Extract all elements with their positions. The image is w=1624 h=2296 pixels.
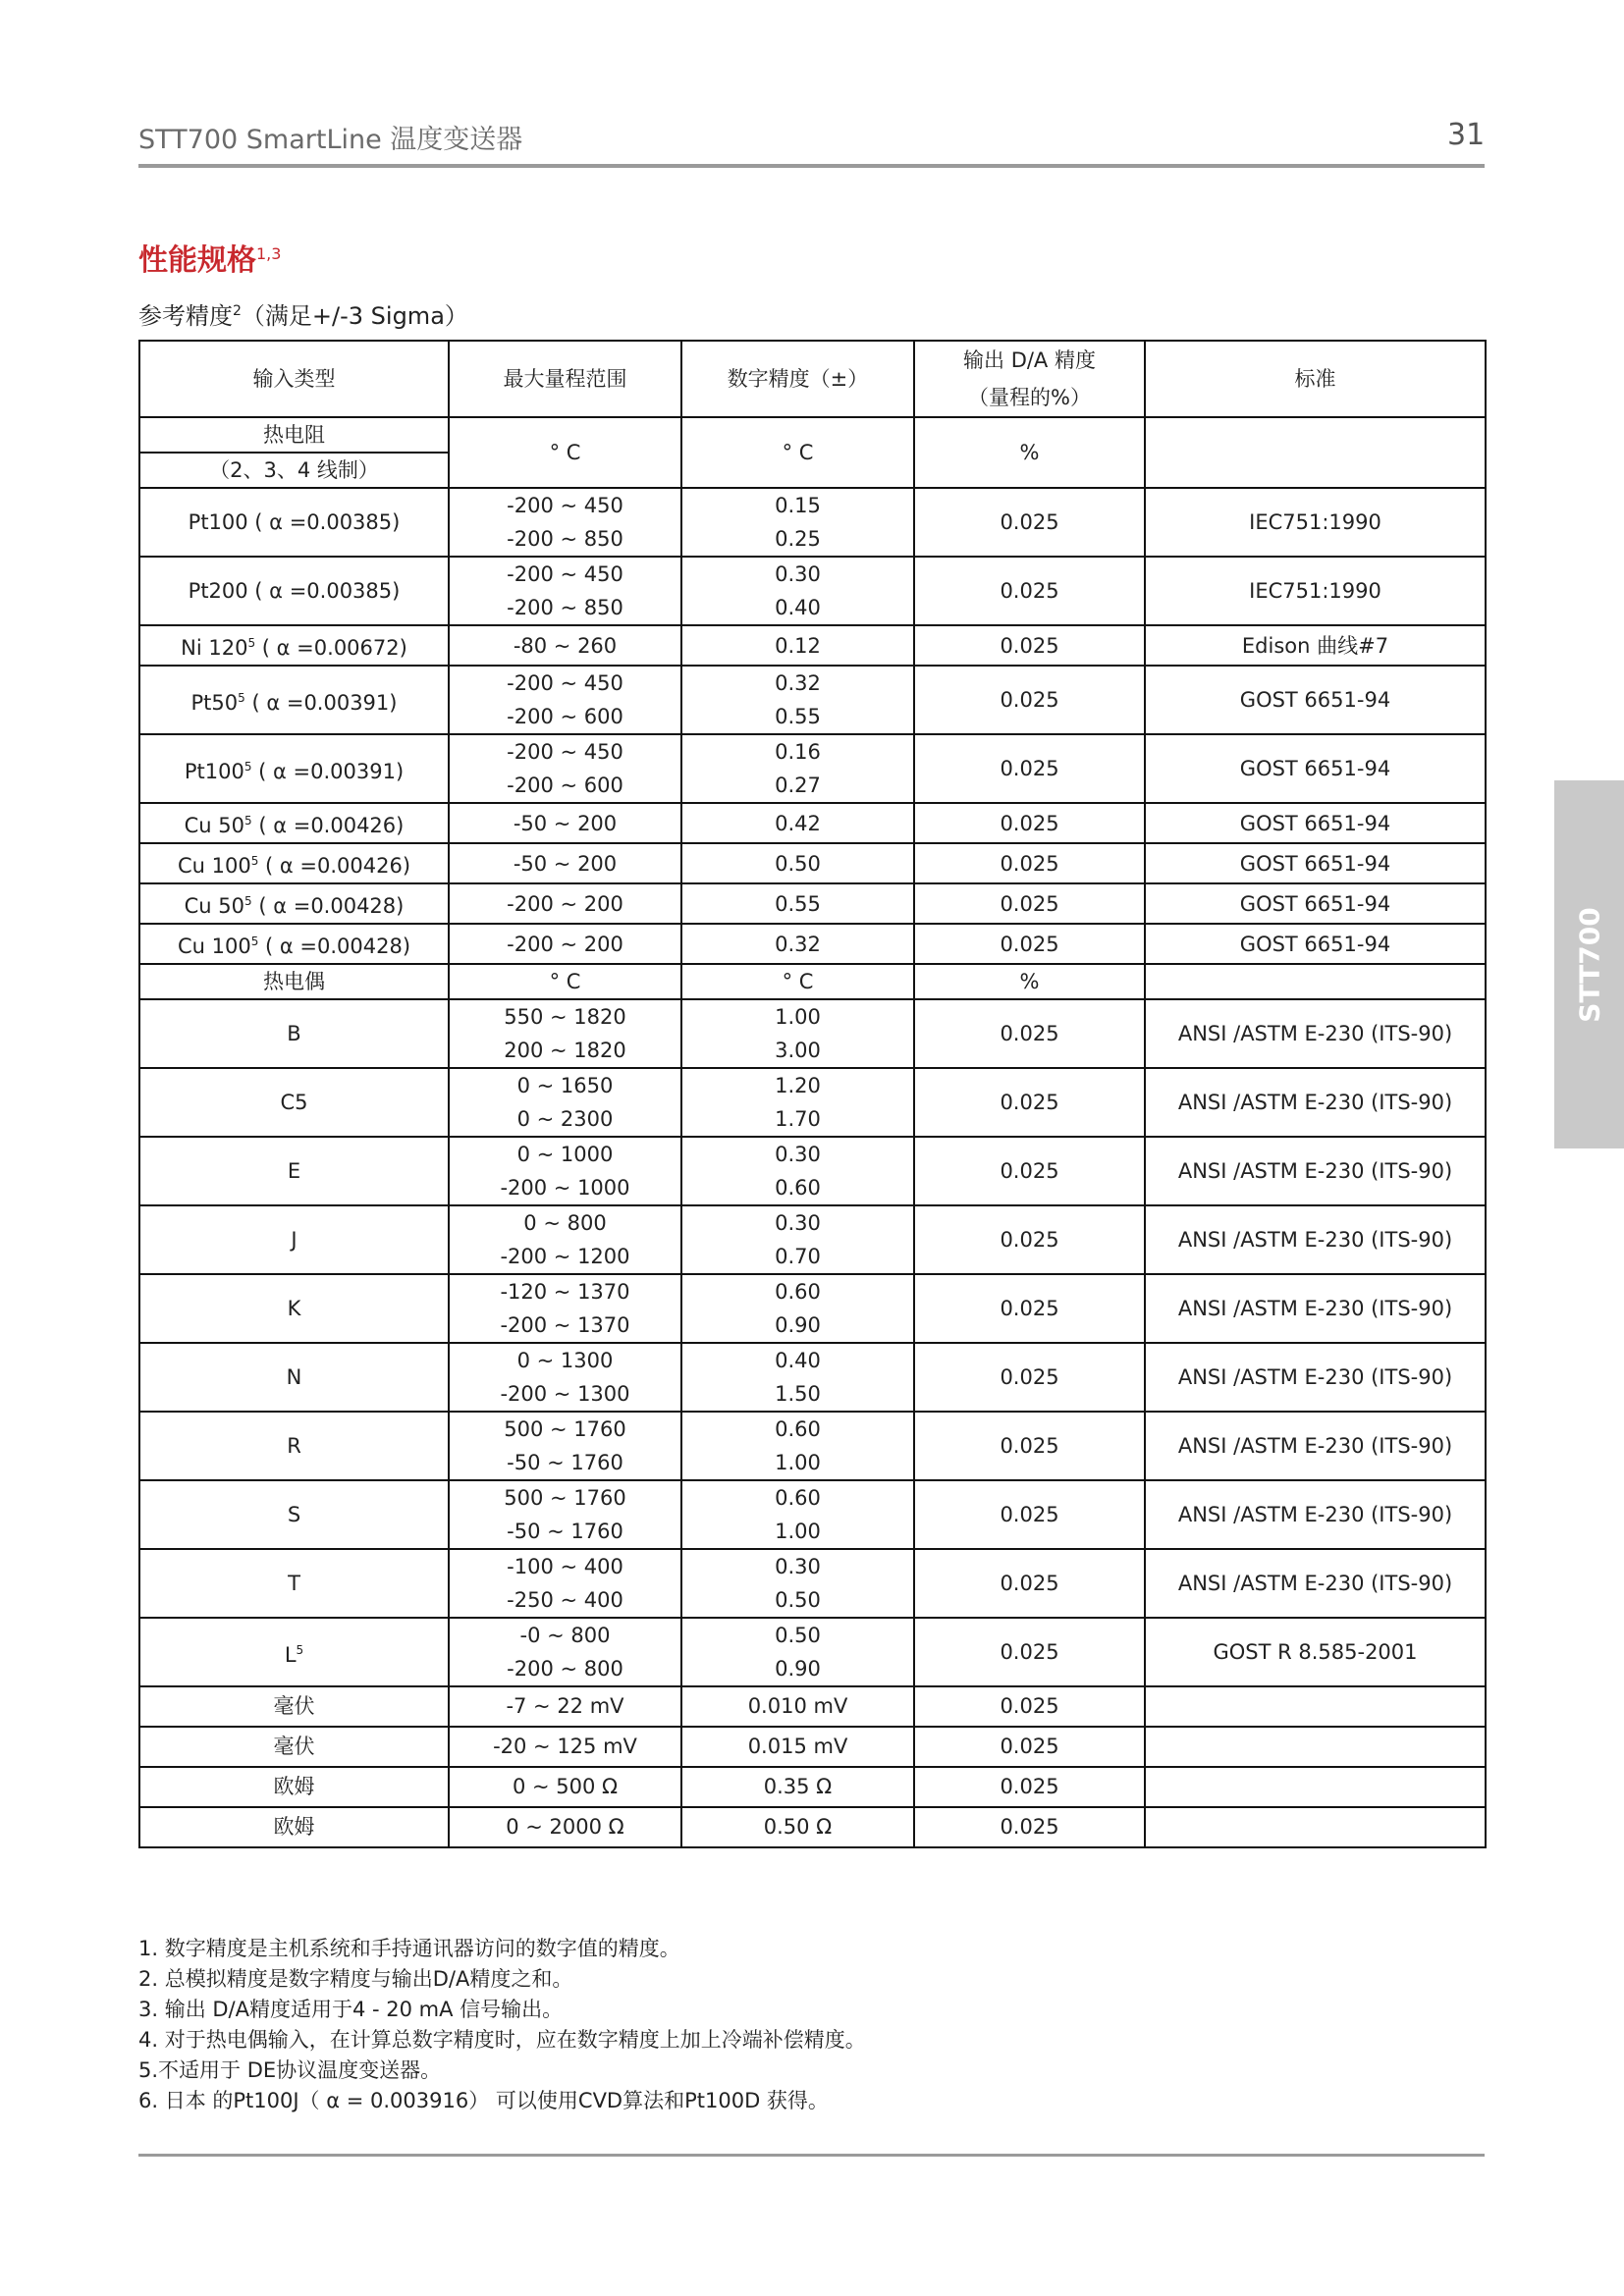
range-cell: -200 ~ 450 <box>449 488 681 522</box>
header-divider <box>138 164 1485 168</box>
standard-cell: ANSI /ASTM E-230 (ITS-90) <box>1145 1549 1486 1618</box>
header-input-type: 输入类型 <box>139 341 449 417</box>
input-type-name: Cu 50 <box>184 894 245 918</box>
table-row <box>139 1767 1486 1807</box>
standard-cell: GOST 6651-94 <box>1145 803 1486 843</box>
tc-group-row <box>139 964 1486 999</box>
table-row <box>139 1274 1486 1308</box>
input-type-cell <box>139 883 449 924</box>
range-cell: 500 ~ 1760 <box>449 1480 681 1515</box>
table-row <box>139 625 1486 666</box>
input-type-footnote-ref: 5 <box>296 1642 304 1657</box>
digital-accuracy-cell: 0.55 <box>681 700 914 734</box>
table-caption-footnote-ref: 2 <box>233 303 242 319</box>
da-accuracy-cell: 0.025 <box>914 1205 1145 1274</box>
tc-group-title: 热电偶 <box>139 964 449 999</box>
table-row <box>139 1807 1486 1847</box>
da-accuracy-cell: 0.025 <box>914 734 1145 803</box>
input-type-suffix: ( α =0.00428) <box>251 894 405 918</box>
digital-accuracy-cell: 0.55 <box>681 883 914 924</box>
tc-unit-da: % <box>914 964 1145 999</box>
range-cell: -200 ~ 200 <box>449 883 681 924</box>
digital-accuracy-cell: 0.32 <box>681 924 914 964</box>
footnote: 3. 输出 D/A精度适用于4 - 20 mA 信号输出。 <box>138 1998 564 2021</box>
input-type-footnote-ref: 5 <box>238 690 245 705</box>
input-type-footnote-ref: 5 <box>244 814 252 828</box>
da-accuracy-cell: 0.025 <box>914 625 1145 666</box>
input-type-footnote-ref: 5 <box>244 759 252 774</box>
digital-accuracy-cell: 1.20 <box>681 1068 914 1102</box>
table-row <box>139 1137 1486 1171</box>
table-row <box>139 1343 1486 1377</box>
standard-cell <box>1145 1686 1486 1727</box>
table-row <box>139 666 1486 700</box>
input-type-cell: 毫伏 <box>139 1686 449 1727</box>
table-header-row <box>139 341 1486 417</box>
digital-accuracy-cell: 0.40 <box>681 591 914 625</box>
digital-accuracy-cell: 0.42 <box>681 803 914 843</box>
da-accuracy-cell: 0.025 <box>914 924 1145 964</box>
range-cell: -0 ~ 800 <box>449 1618 681 1652</box>
da-accuracy-cell: 0.025 <box>914 1343 1145 1412</box>
digital-accuracy-cell: 0.015 mV <box>681 1727 914 1767</box>
standard-cell: GOST 6651-94 <box>1145 883 1486 924</box>
footnote: 6. 日本 的Pt100J（ α = 0.003916） 可以使用CVD算法和Pt100D 获得。 <box>138 2089 829 2112</box>
standard-cell: GOST 6651-94 <box>1145 734 1486 803</box>
table-row <box>139 1480 1486 1515</box>
input-type-cell <box>139 999 449 1068</box>
da-accuracy-cell: 0.025 <box>914 666 1145 734</box>
page-number: 31 <box>1447 118 1486 152</box>
input-type-cell <box>139 1137 449 1205</box>
da-accuracy-cell: 0.025 <box>914 1412 1145 1480</box>
input-type-cell <box>139 666 449 734</box>
standard-cell: GOST 6651-94 <box>1145 666 1486 734</box>
range-cell: -80 ~ 260 <box>449 625 681 666</box>
standard-cell: ANSI /ASTM E-230 (ITS-90) <box>1145 1137 1486 1205</box>
range-cell: 0 ~ 2000 Ω <box>449 1807 681 1847</box>
range-cell: -200 ~ 600 <box>449 769 681 803</box>
digital-accuracy-cell: 0.12 <box>681 625 914 666</box>
footnote: 4. 对于热电偶输入，在计算总数字精度时，应在数字精度上加上冷端补偿精度。 <box>138 2028 866 2052</box>
input-type-name: Pt50 <box>190 690 239 715</box>
range-cell: -200 ~ 1370 <box>449 1308 681 1343</box>
digital-accuracy-cell: 0.60 <box>681 1480 914 1515</box>
footnote: 5.不适用于 DE协议温度变送器。 <box>138 2058 442 2082</box>
input-type-footnote-ref: 5 <box>250 854 259 868</box>
range-cell: 0 ~ 1300 <box>449 1343 681 1377</box>
footnote: 2. 总模拟精度是数字精度与输出D/A精度之和。 <box>138 1967 573 1991</box>
table-row <box>139 1727 1486 1767</box>
range-cell: -50 ~ 200 <box>449 803 681 843</box>
input-type-suffix: ( α =0.00426) <box>258 854 411 878</box>
rtd-unit-digital: ° C <box>681 417 914 488</box>
input-type-cell <box>139 1205 449 1274</box>
input-type-name: T <box>288 1572 300 1595</box>
tc-unit-standard <box>1145 964 1486 999</box>
standard-cell: ANSI /ASTM E-230 (ITS-90) <box>1145 1343 1486 1412</box>
digital-accuracy-cell: 0.30 <box>681 1137 914 1171</box>
rtd-group-title: 热电阻 <box>139 417 449 453</box>
da-accuracy-cell: 0.025 <box>914 1727 1145 1767</box>
input-type-footnote-ref: 5 <box>247 636 256 650</box>
range-cell: 550 ~ 1820 <box>449 999 681 1034</box>
table-row <box>139 883 1486 924</box>
da-accuracy-cell: 0.025 <box>914 488 1145 557</box>
standard-cell: ANSI /ASTM E-230 (ITS-90) <box>1145 1412 1486 1480</box>
da-accuracy-cell: 0.025 <box>914 1480 1145 1549</box>
digital-accuracy-cell: 0.15 <box>681 488 914 522</box>
digital-accuracy-cell: 0.90 <box>681 1652 914 1686</box>
footnotes <box>138 1934 866 2116</box>
digital-accuracy-cell: 0.40 <box>681 1343 914 1377</box>
range-cell: 0 ~ 1000 <box>449 1137 681 1171</box>
da-accuracy-cell: 0.025 <box>914 1618 1145 1686</box>
input-type-footnote-ref: 5 <box>250 934 259 948</box>
standard-cell <box>1145 1727 1486 1767</box>
digital-accuracy-cell: 0.50 <box>681 1618 914 1652</box>
header-da-accuracy-line2: （量程的%） <box>968 386 1091 409</box>
da-accuracy-cell: 0.025 <box>914 1549 1145 1618</box>
input-type-suffix: ( α =0.00426) <box>251 814 405 837</box>
range-cell: -200 ~ 450 <box>449 666 681 700</box>
standard-cell: ANSI /ASTM E-230 (ITS-90) <box>1145 1068 1486 1137</box>
section-title <box>138 236 281 279</box>
table-caption-prefix: 参考精度 <box>138 302 233 330</box>
input-type-name: N <box>286 1365 302 1389</box>
table-row <box>139 1412 1486 1446</box>
range-cell: -120 ~ 1370 <box>449 1274 681 1308</box>
standard-cell: ANSI /ASTM E-230 (ITS-90) <box>1145 999 1486 1068</box>
input-type-suffix: ( α =0.00391) <box>244 690 398 715</box>
standard-cell: ANSI /ASTM E-230 (ITS-90) <box>1145 1480 1486 1549</box>
rtd-group-row <box>139 417 1486 453</box>
da-accuracy-cell: 0.025 <box>914 1686 1145 1727</box>
standard-cell: Edison 曲线#7 <box>1145 625 1486 666</box>
digital-accuracy-cell: 0.30 <box>681 1549 914 1583</box>
digital-accuracy-cell: 3.00 <box>681 1034 914 1068</box>
rtd-group-subtitle: （2、3、4 线制） <box>139 453 449 488</box>
range-cell: -200 ~ 450 <box>449 734 681 769</box>
input-type-cell <box>139 734 449 803</box>
input-type-suffix: ( α =0.00428) <box>258 934 411 958</box>
digital-accuracy-cell: 0.50 <box>681 1583 914 1618</box>
input-type-cell <box>139 1343 449 1412</box>
digital-accuracy-cell: 1.70 <box>681 1102 914 1137</box>
standard-cell: ANSI /ASTM E-230 (ITS-90) <box>1145 1274 1486 1343</box>
digital-accuracy-cell: 1.50 <box>681 1377 914 1412</box>
header-max-range: 最大量程范围 <box>449 341 681 417</box>
da-accuracy-cell: 0.025 <box>914 1274 1145 1343</box>
digital-accuracy-cell: 1.00 <box>681 999 914 1034</box>
input-type-cell: 欧姆 <box>139 1807 449 1847</box>
digital-accuracy-cell: 1.00 <box>681 1515 914 1549</box>
input-type-cell: 毫伏 <box>139 1727 449 1767</box>
section-title-text: 性能规格 <box>138 243 256 278</box>
input-type-cell <box>139 843 449 883</box>
range-cell: 500 ~ 1760 <box>449 1412 681 1446</box>
range-cell: -200 ~ 850 <box>449 522 681 557</box>
input-type-cell <box>139 1549 449 1618</box>
table-row <box>139 1618 1486 1652</box>
range-cell: 0 ~ 2300 <box>449 1102 681 1137</box>
digital-accuracy-cell: 0.30 <box>681 1205 914 1240</box>
input-type-cell <box>139 488 449 557</box>
input-type-name: J <box>291 1228 298 1252</box>
side-tab <box>1554 780 1624 1148</box>
input-type-cell <box>139 625 449 666</box>
range-cell: -7 ~ 22 mV <box>449 1686 681 1727</box>
range-cell: 200 ~ 1820 <box>449 1034 681 1068</box>
digital-accuracy-cell: 0.32 <box>681 666 914 700</box>
header-da-accuracy-line1: 输出 D/A 精度 <box>963 348 1096 372</box>
input-type-name: S <box>287 1503 301 1526</box>
input-type-footnote-ref: 5 <box>244 894 252 908</box>
range-cell: -200 ~ 1200 <box>449 1240 681 1274</box>
range-cell: -50 ~ 1760 <box>449 1515 681 1549</box>
da-accuracy-cell: 0.025 <box>914 1068 1145 1137</box>
digital-accuracy-cell: 0.16 <box>681 734 914 769</box>
input-type-name: Ni 120 <box>181 636 248 660</box>
section-title-footnote-ref: 1,3 <box>256 244 282 263</box>
table-row <box>139 488 1486 522</box>
input-type-cell <box>139 803 449 843</box>
table-caption <box>138 296 468 331</box>
da-accuracy-cell: 0.025 <box>914 803 1145 843</box>
table-row <box>139 1068 1486 1102</box>
standard-cell <box>1145 1807 1486 1847</box>
digital-accuracy-cell: 0.50 <box>681 843 914 883</box>
header-title: STT700 SmartLine 温度变送器 <box>138 125 523 155</box>
digital-accuracy-cell: 0.30 <box>681 557 914 591</box>
standard-cell: IEC751:1990 <box>1145 557 1486 625</box>
table-row <box>139 843 1486 883</box>
standard-cell: IEC751:1990 <box>1145 488 1486 557</box>
input-type-cell <box>139 1068 449 1137</box>
table-caption-suffix: （满足+/-3 Sigma） <box>241 302 468 330</box>
digital-accuracy-cell: 1.00 <box>681 1446 914 1480</box>
range-cell: -250 ~ 400 <box>449 1583 681 1618</box>
header-da-accuracy <box>914 341 1145 417</box>
range-cell: -50 ~ 200 <box>449 843 681 883</box>
table-row <box>139 999 1486 1034</box>
da-accuracy-cell: 0.025 <box>914 883 1145 924</box>
range-cell: -20 ~ 125 mV <box>449 1727 681 1767</box>
range-cell: -200 ~ 600 <box>449 700 681 734</box>
input-type-name: Cu 50 <box>184 814 245 837</box>
input-type-name: Cu 100 <box>177 854 251 878</box>
da-accuracy-cell: 0.025 <box>914 557 1145 625</box>
input-type-name: Cu 100 <box>177 934 251 958</box>
footer-divider <box>138 2154 1485 2157</box>
standard-cell: GOST 6651-94 <box>1145 843 1486 883</box>
input-type-name: K <box>287 1297 301 1320</box>
table-row <box>139 557 1486 591</box>
digital-accuracy-cell: 0.60 <box>681 1412 914 1446</box>
input-type-cell <box>139 1274 449 1343</box>
accuracy-table <box>138 340 1487 1848</box>
standard-cell: GOST R 8.585-2001 <box>1145 1618 1486 1686</box>
standard-cell <box>1145 1767 1486 1807</box>
side-tab-label: STT700 <box>1573 906 1605 1023</box>
input-type-name: Pt200 ( α =0.00385) <box>188 579 401 603</box>
standard-cell: ANSI /ASTM E-230 (ITS-90) <box>1145 1205 1486 1274</box>
table-row <box>139 803 1486 843</box>
header-digital-accuracy: 数字精度（±） <box>681 341 914 417</box>
digital-accuracy-cell: 0.50 Ω <box>681 1807 914 1847</box>
range-cell: -200 ~ 200 <box>449 924 681 964</box>
rtd-unit-range: ° C <box>449 417 681 488</box>
range-cell: 0 ~ 1650 <box>449 1068 681 1102</box>
rtd-unit-standard <box>1145 417 1486 488</box>
da-accuracy-cell: 0.025 <box>914 1767 1145 1807</box>
range-cell: 0 ~ 500 Ω <box>449 1767 681 1807</box>
rtd-unit-da: % <box>914 417 1145 488</box>
digital-accuracy-cell: 0.35 Ω <box>681 1767 914 1807</box>
da-accuracy-cell: 0.025 <box>914 1807 1145 1847</box>
input-type-name: R <box>287 1434 301 1458</box>
input-type-name: C5 <box>280 1091 308 1114</box>
digital-accuracy-cell: 0.010 mV <box>681 1686 914 1727</box>
table-row <box>139 1549 1486 1583</box>
input-type-cell <box>139 1480 449 1549</box>
da-accuracy-cell: 0.025 <box>914 999 1145 1068</box>
input-type-cell: 欧姆 <box>139 1767 449 1807</box>
table-row <box>139 734 1486 769</box>
tc-unit-digital: ° C <box>681 964 914 999</box>
input-type-cell <box>139 1618 449 1686</box>
range-cell: -200 ~ 1000 <box>449 1171 681 1205</box>
input-type-suffix: ( α =0.00391) <box>251 759 405 783</box>
table-row <box>139 1205 1486 1240</box>
input-type-cell <box>139 557 449 625</box>
digital-accuracy-cell: 0.70 <box>681 1240 914 1274</box>
range-cell: -100 ~ 400 <box>449 1549 681 1583</box>
input-type-name: Pt100 ( α =0.00385) <box>188 510 401 534</box>
input-type-name: Pt100 <box>184 759 244 783</box>
input-type-cell <box>139 924 449 964</box>
standard-cell: GOST 6651-94 <box>1145 924 1486 964</box>
da-accuracy-cell: 0.025 <box>914 843 1145 883</box>
range-cell: -50 ~ 1760 <box>449 1446 681 1480</box>
table-row <box>139 924 1486 964</box>
digital-accuracy-cell: 0.27 <box>681 769 914 803</box>
digital-accuracy-cell: 0.60 <box>681 1274 914 1308</box>
digital-accuracy-cell: 0.90 <box>681 1308 914 1343</box>
footnote: 1. 数字精度是主机系统和手持通讯器访问的数字值的精度。 <box>138 1937 680 1960</box>
digital-accuracy-cell: 0.25 <box>681 522 914 557</box>
input-type-name: E <box>287 1159 301 1183</box>
header-standard: 标准 <box>1145 341 1486 417</box>
input-type-cell <box>139 1412 449 1480</box>
range-cell: -200 ~ 1300 <box>449 1377 681 1412</box>
range-cell: -200 ~ 850 <box>449 591 681 625</box>
range-cell: 0 ~ 800 <box>449 1205 681 1240</box>
input-type-suffix: ( α =0.00672) <box>255 636 407 660</box>
tc-unit-range: ° C <box>449 964 681 999</box>
da-accuracy-cell: 0.025 <box>914 1137 1145 1205</box>
range-cell: -200 ~ 450 <box>449 557 681 591</box>
range-cell: -200 ~ 800 <box>449 1652 681 1686</box>
input-type-name: L <box>284 1642 297 1667</box>
digital-accuracy-cell: 0.60 <box>681 1171 914 1205</box>
table-row <box>139 1686 1486 1727</box>
input-type-name: B <box>287 1022 301 1045</box>
